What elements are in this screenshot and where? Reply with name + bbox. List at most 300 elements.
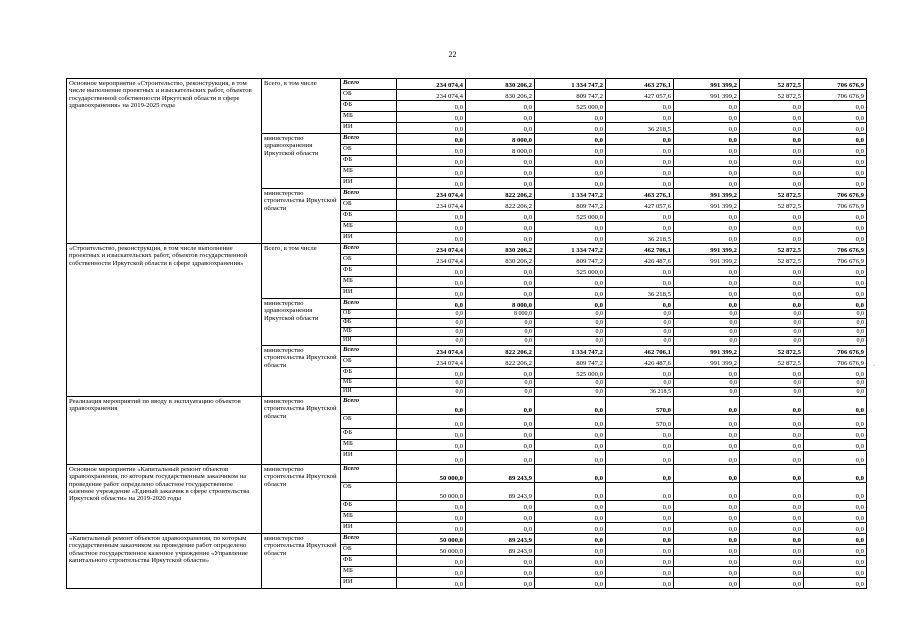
amount-cell: 991 399,2 bbox=[674, 346, 740, 357]
amount-cell: 0,0 bbox=[740, 451, 804, 465]
amount-cell: 0,0 bbox=[674, 429, 740, 440]
amount-cell: 0,0 bbox=[606, 222, 674, 233]
amount-cell: 0,0 bbox=[535, 178, 606, 189]
amount-cell: 0,0 bbox=[535, 429, 606, 440]
amount-cell: 706 676,9 bbox=[804, 90, 867, 101]
amount-cell: 0,0 bbox=[804, 178, 867, 189]
amount-cell: 0,0 bbox=[535, 233, 606, 244]
amount-cell: 0,0 bbox=[606, 545, 674, 556]
amount-cell: 52 872,5 bbox=[740, 244, 804, 255]
amount-cell: 0,0 bbox=[535, 222, 606, 233]
amount-cell: 0,0 bbox=[674, 222, 740, 233]
amount-cell: 0,0 bbox=[740, 266, 804, 277]
amount-cell: 0,0 bbox=[535, 134, 606, 145]
amount-cell: 0,0 bbox=[674, 328, 740, 337]
amount-cell: 0,0 bbox=[466, 167, 535, 178]
amount-cell: 0,0 bbox=[397, 397, 466, 415]
amount-cell: 0,0 bbox=[535, 112, 606, 123]
amount-cell: 427 057,6 bbox=[606, 90, 674, 101]
amount-cell: 991 399,2 bbox=[674, 200, 740, 211]
amount-cell: 0,0 bbox=[535, 465, 606, 483]
amount-cell: 0,0 bbox=[804, 337, 867, 346]
amount-cell: 52 872,5 bbox=[740, 255, 804, 266]
amount-cell: 809 747,2 bbox=[535, 200, 606, 211]
amount-cell: 570,0 bbox=[606, 415, 674, 429]
amount-cell: 0,0 bbox=[535, 288, 606, 299]
amount-cell: 0,0 bbox=[397, 415, 466, 429]
funding-source: ОБ bbox=[341, 545, 397, 556]
amount-cell: 0,0 bbox=[397, 145, 466, 156]
funding-source: ОБ bbox=[341, 145, 397, 156]
amount-cell: 0,0 bbox=[740, 145, 804, 156]
amount-cell: 0,0 bbox=[466, 233, 535, 244]
amount-cell: 0,0 bbox=[804, 123, 867, 134]
amount-cell: 0,0 bbox=[804, 112, 867, 123]
amount-cell: 0,0 bbox=[740, 415, 804, 429]
amount-cell: 50 000,0 bbox=[397, 483, 466, 501]
amount-cell: 52 872,5 bbox=[740, 79, 804, 90]
amount-cell: 0,0 bbox=[740, 440, 804, 451]
amount-cell: 0,0 bbox=[674, 501, 740, 512]
amount-cell: 0,0 bbox=[740, 156, 804, 167]
amount-cell: 525 000,0 bbox=[535, 101, 606, 112]
amount-cell: 0,0 bbox=[606, 440, 674, 451]
amount-cell: 0,0 bbox=[466, 429, 535, 440]
amount-cell: 89 243,9 bbox=[466, 465, 535, 483]
amount-cell: 0,0 bbox=[466, 277, 535, 288]
amount-cell: 706 676,9 bbox=[804, 255, 867, 266]
amount-cell: 234 074,4 bbox=[397, 79, 466, 90]
funding-source: ИИ bbox=[341, 233, 397, 244]
funding-source: ФБ bbox=[341, 556, 397, 567]
amount-cell: 36 218,5 bbox=[606, 233, 674, 244]
amount-cell: 0,0 bbox=[535, 123, 606, 134]
amount-cell: 0,0 bbox=[606, 556, 674, 567]
amount-cell: 0,0 bbox=[804, 156, 867, 167]
page-number: 22 bbox=[448, 50, 457, 59]
amount-cell: 0,0 bbox=[740, 211, 804, 222]
amount-cell: 462 706,1 bbox=[606, 346, 674, 357]
funding-source: ОБ bbox=[341, 310, 397, 319]
amount-cell: 0,0 bbox=[606, 299, 674, 310]
amount-cell: 525 000,0 bbox=[535, 368, 606, 379]
amount-cell: 0,0 bbox=[466, 222, 535, 233]
amount-cell: 0,0 bbox=[606, 319, 674, 328]
amount-cell: 0,0 bbox=[674, 567, 740, 578]
table-row bbox=[67, 465, 867, 483]
funding-source: Всего bbox=[341, 189, 397, 200]
funding-source: ИИ bbox=[341, 178, 397, 189]
amount-cell: 0,0 bbox=[466, 556, 535, 567]
responsible-executor: министерство здравоохранения Иркутской области bbox=[262, 299, 341, 346]
funding-source: МБ bbox=[341, 512, 397, 523]
amount-cell: 0,0 bbox=[674, 388, 740, 397]
amount-cell: 1 334 747,2 bbox=[535, 79, 606, 90]
amount-cell: 706 676,9 bbox=[804, 200, 867, 211]
amount-cell: 0,0 bbox=[606, 266, 674, 277]
amount-cell: 0,0 bbox=[606, 523, 674, 534]
funding-source: МБ bbox=[341, 112, 397, 123]
amount-cell: 0,0 bbox=[397, 211, 466, 222]
amount-cell: 0,0 bbox=[804, 388, 867, 397]
amount-cell: 0,0 bbox=[804, 440, 867, 451]
amount-cell: 0,0 bbox=[466, 211, 535, 222]
amount-cell: 0,0 bbox=[804, 299, 867, 310]
amount-cell: 0,0 bbox=[740, 222, 804, 233]
amount-cell: 0,0 bbox=[466, 523, 535, 534]
amount-cell: 0,0 bbox=[740, 288, 804, 299]
amount-cell: 0,0 bbox=[804, 233, 867, 244]
amount-cell: 234 074,4 bbox=[397, 200, 466, 211]
funding-source: МБ bbox=[341, 567, 397, 578]
amount-cell: 0,0 bbox=[397, 368, 466, 379]
table-row bbox=[67, 397, 867, 415]
amount-cell: 0,0 bbox=[606, 483, 674, 501]
amount-cell: 463 276,1 bbox=[606, 189, 674, 200]
amount-cell: 0,0 bbox=[466, 388, 535, 397]
amount-cell: 0,0 bbox=[740, 178, 804, 189]
amount-cell: 0,0 bbox=[606, 534, 674, 545]
amount-cell: 809 747,2 bbox=[535, 357, 606, 368]
amount-cell: 0,0 bbox=[535, 512, 606, 523]
amount-cell: 0,0 bbox=[740, 556, 804, 567]
amount-cell: 0,0 bbox=[606, 101, 674, 112]
amount-cell: 706 676,9 bbox=[804, 189, 867, 200]
amount-cell: 0,0 bbox=[740, 465, 804, 483]
amount-cell: 0,0 bbox=[804, 578, 867, 589]
amount-cell: 0,0 bbox=[674, 483, 740, 501]
amount-cell: 0,0 bbox=[397, 310, 466, 319]
amount-cell: 0,0 bbox=[804, 277, 867, 288]
amount-cell: 0,0 bbox=[535, 299, 606, 310]
amount-cell: 0,0 bbox=[397, 556, 466, 567]
amount-cell: 0,0 bbox=[606, 277, 674, 288]
measure-description: Основное мероприятие «Капитальный ремонт объектов здравоохранения, по которым государственным заказчиком на проведение работ определено областное государственное казенное учреждение «Единый заказчик в сфере строительства Иркутской области» на 2019-2020 годы bbox=[67, 465, 262, 534]
amount-cell: 822 206,2 bbox=[466, 357, 535, 368]
funding-source: Всего bbox=[341, 79, 397, 90]
amount-cell: 0,0 bbox=[466, 288, 535, 299]
amount-cell: 0,0 bbox=[740, 388, 804, 397]
amount-cell: 89 243,9 bbox=[466, 545, 535, 556]
amount-cell: 0,0 bbox=[740, 567, 804, 578]
amount-cell: 0,0 bbox=[674, 101, 740, 112]
amount-cell: 0,0 bbox=[674, 233, 740, 244]
amount-cell: 52 872,5 bbox=[740, 346, 804, 357]
amount-cell: 0,0 bbox=[535, 483, 606, 501]
amount-cell: 991 399,2 bbox=[674, 189, 740, 200]
amount-cell: 8 000,0 bbox=[466, 145, 535, 156]
amount-cell: 0,0 bbox=[397, 277, 466, 288]
amount-cell: 570,0 bbox=[606, 397, 674, 415]
amount-cell: 0,0 bbox=[740, 319, 804, 328]
amount-cell: 0,0 bbox=[804, 429, 867, 440]
amount-cell: 0,0 bbox=[606, 211, 674, 222]
amount-cell: 0,0 bbox=[674, 534, 740, 545]
amount-cell: 0,0 bbox=[535, 156, 606, 167]
amount-cell: 0,0 bbox=[535, 328, 606, 337]
funding-source: ФБ bbox=[341, 101, 397, 112]
amount-cell: 0,0 bbox=[397, 337, 466, 346]
amount-cell: 0,0 bbox=[466, 123, 535, 134]
amount-cell: 0,0 bbox=[397, 578, 466, 589]
amount-cell: 0,0 bbox=[466, 567, 535, 578]
amount-cell: 0,0 bbox=[606, 429, 674, 440]
amount-cell: 0,0 bbox=[804, 483, 867, 501]
amount-cell: 0,0 bbox=[535, 388, 606, 397]
amount-cell: 8 000,0 bbox=[466, 134, 535, 145]
amount-cell: 0,0 bbox=[466, 440, 535, 451]
amount-cell: 0,0 bbox=[397, 112, 466, 123]
amount-cell: 0,0 bbox=[804, 266, 867, 277]
amount-cell: 0,0 bbox=[674, 112, 740, 123]
amount-cell: 0,0 bbox=[606, 567, 674, 578]
table-row bbox=[67, 79, 867, 90]
amount-cell: 0,0 bbox=[740, 112, 804, 123]
funding-source: ФБ bbox=[341, 156, 397, 167]
funding-source: Всего bbox=[341, 534, 397, 545]
funding-source: Всего bbox=[341, 465, 397, 483]
amount-cell: 0,0 bbox=[674, 178, 740, 189]
amount-cell: 0,0 bbox=[606, 328, 674, 337]
amount-cell: 0,0 bbox=[740, 167, 804, 178]
amount-cell: 0,0 bbox=[674, 578, 740, 589]
funding-source: ФБ bbox=[341, 501, 397, 512]
amount-cell: 0,0 bbox=[397, 299, 466, 310]
amount-cell: 0,0 bbox=[674, 337, 740, 346]
amount-cell: 0,0 bbox=[466, 328, 535, 337]
amount-cell: 36 218,5 bbox=[606, 288, 674, 299]
amount-cell: 234 074,4 bbox=[397, 346, 466, 357]
funding-source: ОБ bbox=[341, 483, 397, 501]
amount-cell: 0,0 bbox=[397, 379, 466, 388]
amount-cell: 0,0 bbox=[804, 545, 867, 556]
amount-cell: 0,0 bbox=[466, 319, 535, 328]
amount-cell: 0,0 bbox=[606, 368, 674, 379]
funding-source: Всего bbox=[341, 346, 397, 357]
amount-cell: 0,0 bbox=[535, 319, 606, 328]
amount-cell: 0,0 bbox=[804, 368, 867, 379]
amount-cell: 830 206,2 bbox=[466, 90, 535, 101]
responsible-executor: министерство здравоохранения Иркутской области bbox=[262, 134, 341, 189]
amount-cell: 0,0 bbox=[606, 337, 674, 346]
amount-cell: 822 206,2 bbox=[466, 346, 535, 357]
amount-cell: 0,0 bbox=[674, 368, 740, 379]
amount-cell: 0,0 bbox=[740, 483, 804, 501]
amount-cell: 706 676,9 bbox=[804, 244, 867, 255]
amount-cell: 0,0 bbox=[674, 167, 740, 178]
funding-source: Всего bbox=[341, 134, 397, 145]
amount-cell: 991 399,2 bbox=[674, 79, 740, 90]
amount-cell: 1 334 747,2 bbox=[535, 346, 606, 357]
amount-cell: 0,0 bbox=[466, 266, 535, 277]
amount-cell: 0,0 bbox=[535, 415, 606, 429]
amount-cell: 0,0 bbox=[397, 156, 466, 167]
amount-cell: 234 074,4 bbox=[397, 255, 466, 266]
amount-cell: 0,0 bbox=[397, 288, 466, 299]
measure-description: Основное мероприятие «Строительство, реконструкция, в том числе выполнение проектных и изыскательских работ, объектов государственной собственности Иркутской области в сфере здравоохранения» на 2019-2025 годы bbox=[67, 79, 262, 244]
amount-cell: 0,0 bbox=[804, 319, 867, 328]
amount-cell: 0,0 bbox=[535, 567, 606, 578]
amount-cell: 426 487,6 bbox=[606, 357, 674, 368]
amount-cell: 0,0 bbox=[606, 134, 674, 145]
amount-cell: 8 000,0 bbox=[466, 310, 535, 319]
amount-cell: 0,0 bbox=[466, 397, 535, 415]
amount-cell: 0,0 bbox=[397, 134, 466, 145]
amount-cell: 0,0 bbox=[606, 178, 674, 189]
amount-cell: 0,0 bbox=[466, 178, 535, 189]
amount-cell: 0,0 bbox=[804, 310, 867, 319]
funding-source: ОБ bbox=[341, 200, 397, 211]
amount-cell: 0,0 bbox=[804, 134, 867, 145]
funding-source: ИИ bbox=[341, 451, 397, 465]
amount-cell: 0,0 bbox=[535, 523, 606, 534]
funding-source: ИИ bbox=[341, 337, 397, 346]
amount-cell: 0,0 bbox=[804, 465, 867, 483]
amount-cell: 0,0 bbox=[535, 397, 606, 415]
amount-cell: 0,0 bbox=[740, 534, 804, 545]
amount-cell: 0,0 bbox=[804, 556, 867, 567]
amount-cell: 0,0 bbox=[397, 233, 466, 244]
amount-cell: 991 399,2 bbox=[674, 90, 740, 101]
amount-cell: 0,0 bbox=[804, 222, 867, 233]
amount-cell: 0,0 bbox=[606, 465, 674, 483]
amount-cell: 830 206,2 bbox=[466, 79, 535, 90]
funding-source: ИИ bbox=[341, 123, 397, 134]
amount-cell: 0,0 bbox=[804, 567, 867, 578]
funding-source: МБ bbox=[341, 277, 397, 288]
amount-cell: 0,0 bbox=[804, 328, 867, 337]
funding-source: ФБ bbox=[341, 266, 397, 277]
amount-cell: 0,0 bbox=[397, 501, 466, 512]
amount-cell: 0,0 bbox=[804, 397, 867, 415]
amount-cell: 0,0 bbox=[740, 523, 804, 534]
amount-cell: 0,0 bbox=[740, 233, 804, 244]
amount-cell: 0,0 bbox=[740, 545, 804, 556]
responsible-executor: Всего, в том числе bbox=[262, 244, 341, 299]
funding-source: Всего bbox=[341, 244, 397, 255]
amount-cell: 234 074,4 bbox=[397, 189, 466, 200]
amount-cell: 0,0 bbox=[804, 211, 867, 222]
amount-cell: 0,0 bbox=[804, 145, 867, 156]
responsible-executor: министерство строительства Иркутской области bbox=[262, 346, 341, 397]
amount-cell: 89 243,9 bbox=[466, 534, 535, 545]
amount-cell: 525 000,0 bbox=[535, 211, 606, 222]
amount-cell: 234 074,4 bbox=[397, 90, 466, 101]
funding-source: МБ bbox=[341, 167, 397, 178]
amount-cell: 0,0 bbox=[535, 545, 606, 556]
amount-cell: 0,0 bbox=[674, 379, 740, 388]
amount-cell: 0,0 bbox=[740, 368, 804, 379]
amount-cell: 525 000,0 bbox=[535, 266, 606, 277]
amount-cell: 0,0 bbox=[804, 415, 867, 429]
amount-cell: 0,0 bbox=[535, 379, 606, 388]
amount-cell: 0,0 bbox=[740, 134, 804, 145]
amount-cell: 0,0 bbox=[466, 451, 535, 465]
amount-cell: 706 676,9 bbox=[804, 79, 867, 90]
amount-cell: 0,0 bbox=[535, 440, 606, 451]
amount-cell: 0,0 bbox=[466, 101, 535, 112]
amount-cell: 809 747,2 bbox=[535, 255, 606, 266]
amount-cell: 0,0 bbox=[397, 451, 466, 465]
amount-cell: 0,0 bbox=[674, 134, 740, 145]
amount-cell: 0,0 bbox=[397, 123, 466, 134]
amount-cell: 0,0 bbox=[674, 156, 740, 167]
amount-cell: 0,0 bbox=[674, 299, 740, 310]
amount-cell: 0,0 bbox=[674, 545, 740, 556]
amount-cell: 809 747,2 bbox=[535, 90, 606, 101]
amount-cell: 0,0 bbox=[674, 440, 740, 451]
funding-source: ОБ bbox=[341, 255, 397, 266]
amount-cell: 0,0 bbox=[466, 368, 535, 379]
amount-cell: 0,0 bbox=[397, 167, 466, 178]
amount-cell: 0,0 bbox=[674, 523, 740, 534]
funding-source: ФБ bbox=[341, 368, 397, 379]
amount-cell: 0,0 bbox=[804, 451, 867, 465]
amount-cell: 706 676,9 bbox=[804, 357, 867, 368]
amount-cell: 1 334 747,2 bbox=[535, 189, 606, 200]
amount-cell: 8 000,0 bbox=[466, 299, 535, 310]
amount-cell: 0,0 bbox=[674, 465, 740, 483]
funding-source: МБ bbox=[341, 328, 397, 337]
amount-cell: 234 074,4 bbox=[397, 244, 466, 255]
funding-source: МБ bbox=[341, 379, 397, 388]
amount-cell: 0,0 bbox=[397, 523, 466, 534]
amount-cell: 0,0 bbox=[674, 145, 740, 156]
amount-cell: 0,0 bbox=[535, 451, 606, 465]
amount-cell: 0,0 bbox=[606, 512, 674, 523]
budget-table bbox=[66, 78, 867, 589]
amount-cell: 0,0 bbox=[466, 415, 535, 429]
table-row bbox=[67, 534, 867, 545]
amount-cell: 0,0 bbox=[397, 328, 466, 337]
amount-cell: 822 206,2 bbox=[466, 189, 535, 200]
amount-cell: 50 000,0 bbox=[397, 534, 466, 545]
amount-cell: 0,0 bbox=[740, 277, 804, 288]
amount-cell: 991 399,2 bbox=[674, 357, 740, 368]
responsible-executor: министерство строительства Иркутской области bbox=[262, 397, 341, 465]
funding-source: ИИ bbox=[341, 523, 397, 534]
amount-cell: 52 872,5 bbox=[740, 90, 804, 101]
amount-cell: 0,0 bbox=[606, 578, 674, 589]
amount-cell: 706 676,9 bbox=[804, 346, 867, 357]
amount-cell: 0,0 bbox=[740, 101, 804, 112]
amount-cell: 0,0 bbox=[535, 310, 606, 319]
amount-cell: 0,0 bbox=[674, 397, 740, 415]
amount-cell: 0,0 bbox=[674, 277, 740, 288]
amount-cell: 0,0 bbox=[740, 397, 804, 415]
amount-cell: 0,0 bbox=[397, 429, 466, 440]
amount-cell: 0,0 bbox=[606, 112, 674, 123]
amount-cell: 0,0 bbox=[740, 337, 804, 346]
amount-cell: 0,0 bbox=[535, 145, 606, 156]
amount-cell: 0,0 bbox=[674, 415, 740, 429]
responsible-executor: Всего, в том числе bbox=[262, 79, 341, 134]
amount-cell: 0,0 bbox=[674, 211, 740, 222]
amount-cell: 0,0 bbox=[397, 567, 466, 578]
amount-cell: 0,0 bbox=[804, 501, 867, 512]
amount-cell: 0,0 bbox=[397, 388, 466, 397]
amount-cell: 0,0 bbox=[606, 156, 674, 167]
amount-cell: 0,0 bbox=[740, 578, 804, 589]
amount-cell: 1 334 747,2 bbox=[535, 244, 606, 255]
amount-cell: 0,0 bbox=[397, 222, 466, 233]
funding-source: Всего bbox=[341, 299, 397, 310]
amount-cell: 50 000,0 bbox=[397, 465, 466, 483]
funding-source: МБ bbox=[341, 222, 397, 233]
amount-cell: 0,0 bbox=[740, 512, 804, 523]
funding-source: ИИ bbox=[341, 288, 397, 299]
amount-cell: 0,0 bbox=[466, 501, 535, 512]
